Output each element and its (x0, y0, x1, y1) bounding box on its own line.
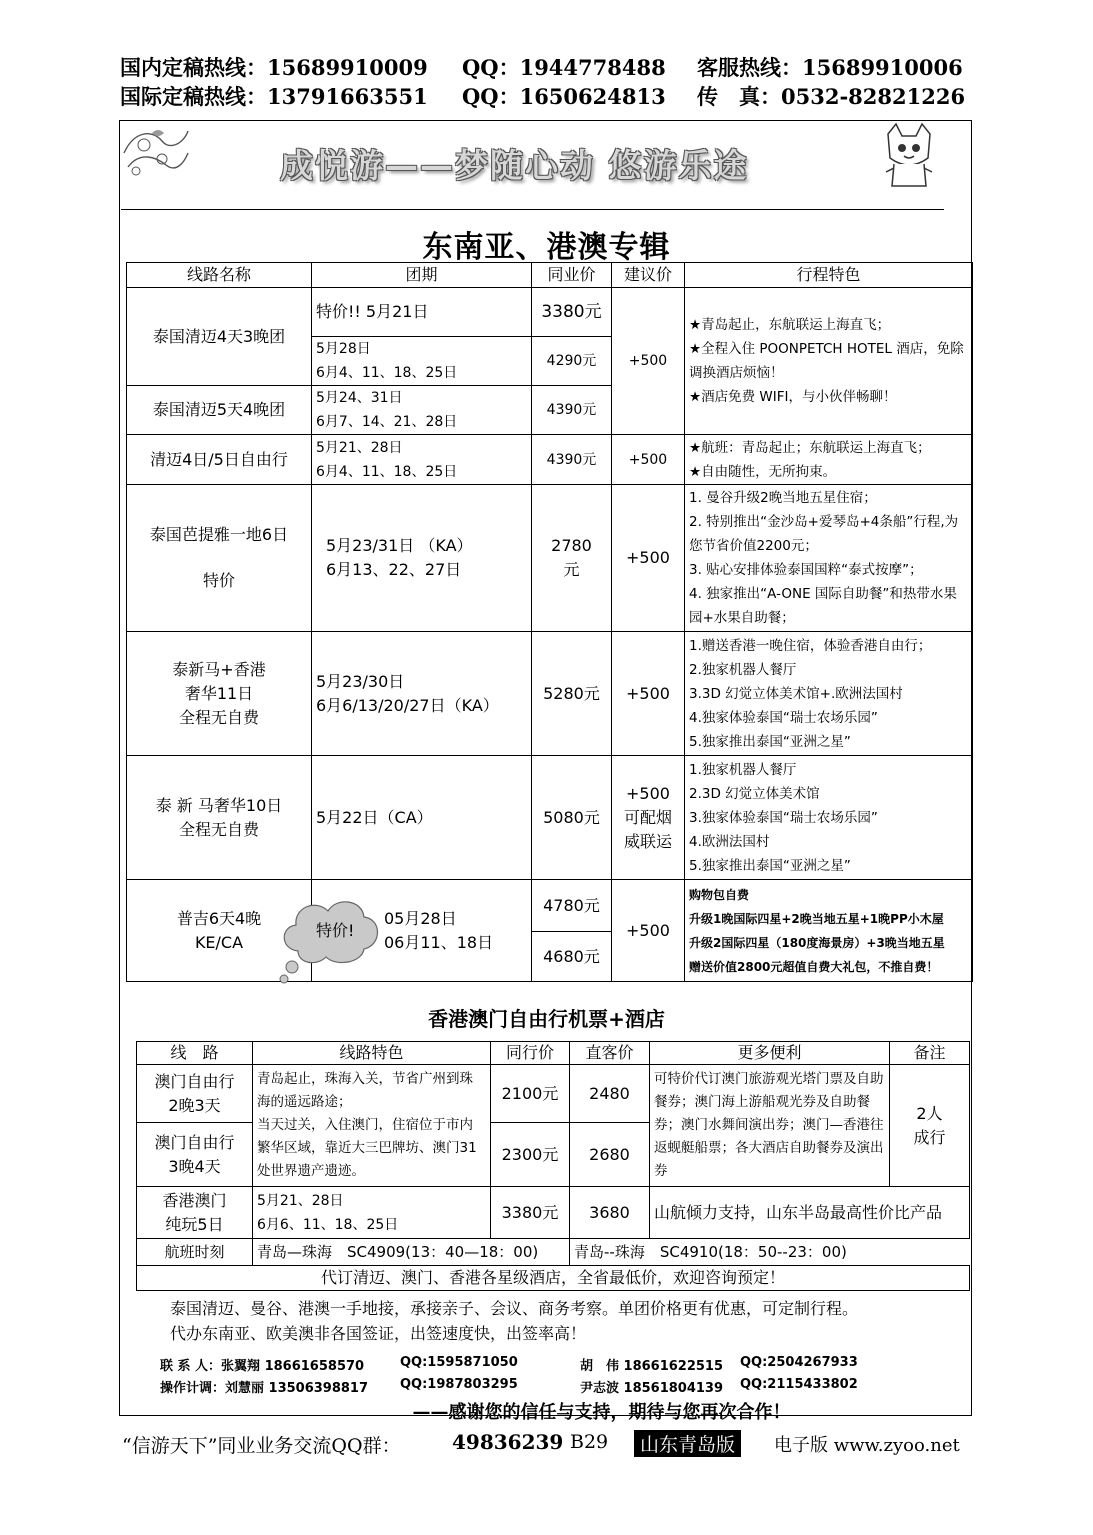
peer-price: 5280元 (532, 632, 612, 756)
dates (312, 485, 532, 632)
feature-line: 升级2国际四星（180度海景房）+3晚当地五星 (689, 935, 945, 950)
price-line: 元 (563, 560, 580, 579)
peer-price: 4290元 (532, 337, 612, 386)
col-route: 线路名称 (127, 263, 312, 288)
flight-label: 航班时刻 (137, 1239, 253, 1266)
peer-price: 3380元 (491, 1187, 570, 1239)
southeast-asia-table (126, 262, 973, 982)
remark-line: 成行 (913, 1127, 946, 1147)
peer-price: 2100元 (491, 1065, 570, 1123)
table-header-row (137, 1042, 970, 1065)
feature-line: 1. 曼谷升级2晚当地五星住宿； (689, 490, 877, 506)
features-list (685, 756, 973, 880)
domestic-hotline: 国内定稿热线：15689910009 (120, 55, 428, 80)
feature-line: 赠送价值2800元超值自费大礼包，不推自费！ (689, 959, 939, 974)
contact-zhang-qq: QQ:1595871050 (400, 1355, 518, 1370)
date-line: 5月23/30日 (316, 671, 405, 691)
suggest-price: +500 (612, 435, 685, 485)
hk-macau-table (136, 1041, 970, 1291)
route-line: 3晚4天 (168, 1156, 221, 1176)
flight-return: 青岛--珠海 SC4910(18：50--23：00) (570, 1239, 970, 1266)
date-line: 6月6/13/20/27日（KA） (316, 695, 499, 715)
col-suggest-price: 建议价 (612, 263, 685, 288)
col-dates: 团期 (312, 263, 532, 288)
features-list (253, 1065, 491, 1187)
route-name (137, 1187, 253, 1239)
contact-hu: 胡 伟 18661622515 (580, 1359, 724, 1374)
dates (312, 435, 532, 485)
direct-price: 2480 (570, 1065, 650, 1123)
col-features: 行程特色 (685, 263, 973, 288)
intl-qq: QQ：1650624813 (462, 84, 666, 109)
feature-line: 3.3D 幻觉立体美术馆+.欧洲法国村 (689, 685, 903, 702)
feature-line: 升级1晚国际四星+2晚当地五星+1晚PP小木屋 (689, 911, 944, 926)
direct-price: 3680 (570, 1187, 650, 1239)
date-line: 05月28日 (384, 908, 457, 928)
service-hotline: 客服热线：15689910006 (697, 55, 963, 80)
intl-hotline: 国际定稿热线：13791663551 (120, 84, 428, 109)
features-list (685, 632, 973, 756)
feature-line: 4.独家体验泰国“瑞士农场乐园” (689, 709, 878, 726)
dates (312, 632, 532, 756)
route-name (127, 632, 312, 756)
suggest-price: +500 (612, 288, 685, 435)
suggest-line: 可配烟 (623, 807, 672, 827)
table-row (127, 880, 973, 932)
service-note-1: 泰国清迈、曼谷、港澳一手地接，承接亲子、会议、商务考察。单团价格更有优惠，可定制行程。 (170, 1299, 859, 1318)
features-list (685, 288, 973, 435)
route-line: 泰国芭提雅一地6日 (149, 525, 289, 544)
feature-line: 1.赠送香港一晚住宿，体验香港自由行； (689, 637, 932, 654)
date-line: 5月23/31日 （KA） (326, 536, 473, 555)
qq-group-label: “信游天下”同业业务交流QQ群： (122, 1435, 401, 1457)
col-peer-price: 同业价 (532, 263, 612, 288)
contact-yin: 尹志波 18561804139 (580, 1381, 724, 1396)
suggest-price (612, 756, 685, 880)
suggest-price: +500 (612, 485, 685, 632)
date-special: 特价!! 5月21日 (312, 288, 532, 337)
contact-hu-qq: QQ:2504267933 (740, 1355, 858, 1370)
feature-line: ★航班：青岛起止；东航联运上海直飞； (689, 439, 931, 456)
route-name (127, 756, 312, 880)
date-line: 6月6、11、18、25日 (257, 1216, 399, 1233)
remark (890, 1065, 970, 1187)
date-line: 6月7、14、21、28日 (316, 414, 458, 430)
features-list (685, 435, 973, 485)
table-row (127, 288, 973, 337)
flight-row (137, 1239, 970, 1266)
domestic-qq: QQ：1944778488 (462, 55, 666, 80)
suggest-line: 威联运 (623, 831, 672, 851)
feature-line: 4. 独家推出“A-ONE 国际自助餐”和热带水果园+水果自助餐； (689, 586, 957, 626)
peer-price: 4780元 (532, 880, 612, 932)
route-line: 澳门自由行 (154, 1071, 235, 1091)
qq-group-number: 49836239 (452, 1430, 564, 1454)
special-tag: 特价! (316, 920, 355, 940)
extras: 山航倾力支持，山东半岛最高性价比产品 (650, 1187, 970, 1239)
feature-line: 3.独家体验泰国“瑞士农场乐园” (689, 809, 878, 826)
route-name (137, 1065, 253, 1123)
feature-line: 2.3D 幻觉立体美术馆 (689, 785, 820, 802)
route-name: 泰国清迈5天4晚团 (127, 386, 312, 435)
peer-price (532, 485, 612, 632)
route-line: 澳门自由行 (154, 1132, 235, 1152)
feature-line: 2.独家机器人餐厅 (689, 661, 797, 678)
table-row (127, 435, 973, 485)
route-line: KE/CA (194, 932, 244, 952)
dates (253, 1187, 491, 1239)
feature-line: ★酒店免费 WIFI，与小伙伴畅聊！ (689, 389, 897, 405)
table-row (137, 1065, 970, 1123)
feature-line: ★青岛起止，东航联运上海直飞； (689, 317, 891, 333)
contact-yin-qq: QQ:2115433802 (740, 1377, 858, 1392)
section-title-hk-macau: 香港澳门自由行机票+酒店 (428, 1007, 665, 1031)
date-line: 6月4、11、18、25日 (316, 365, 458, 381)
table-row (127, 485, 973, 632)
date-line: 6月13、22、27日 (326, 560, 462, 579)
date-line: 5月21、28日 (316, 439, 403, 456)
edition-badge: 山东青岛版 (634, 1430, 741, 1457)
thanks-line: ——感谢您的信任与支持，期待与您再次合作！ (412, 1402, 791, 1423)
route-line: 奢华11日 (184, 683, 254, 703)
banner-slogan: 成悦游——梦随心动 悠游乐途 (280, 146, 749, 185)
feature-line: 5.独家推出泰国“亚洲之星” (689, 857, 851, 874)
peer-price: 3380元 (532, 288, 612, 337)
date-line: 5月28日 (316, 341, 371, 357)
route-name: 清迈4日/5日自由行 (127, 435, 312, 485)
contact-liu-qq: QQ:1987803295 (400, 1377, 518, 1392)
feature-line: 当天过关，入住澳门，住宿位于市内繁华区域，靠近大三巴牌坊、澳门31处世界遗产遗迹。 (257, 1117, 477, 1179)
col-remark: 备注 (890, 1042, 970, 1065)
route-line: 纯玩5日 (165, 1214, 224, 1234)
route-line: 全程无自费 (178, 819, 259, 839)
flight-outbound: 青岛—珠海 SC4909(13：40—18：00) (253, 1239, 570, 1266)
date-line: 6月4、11、18、25日 (316, 463, 458, 480)
col-features: 线路特色 (253, 1042, 491, 1065)
banner-divider (121, 209, 944, 210)
date-line: 5月24、31日 (316, 390, 403, 406)
extras: 可特价代订澳门旅游观光塔门票及自助餐券；澳门海上游船观光券及自助餐券；澳门水舞间演出券；澳门—香港往返蚬艇船票；各大酒店自助餐券及演出券 (650, 1065, 890, 1187)
remark-line: 2人 (916, 1103, 943, 1123)
feature-line: 2. 特别推出“金沙岛+爱琴岛+4条船”行程,为您节省价值2200元； (689, 514, 959, 554)
feature-line: 3. 贴心安排体验泰国国粹“泰式按摩”； (689, 562, 923, 578)
feature-line: ★全程入住 POONPETCH HOTEL 酒店，免除调换酒店烦恼！ (689, 341, 964, 381)
peer-price: 5080元 (532, 756, 612, 880)
hotel-note: 代订清迈、澳门、香港各星级酒店，全省最低价，欢迎咨询预定！ (137, 1266, 970, 1291)
feature-line: 购物包自费 (689, 887, 750, 902)
feature-line: 5.独家推出泰国“亚洲之星” (689, 733, 851, 750)
col-route: 线 路 (137, 1042, 253, 1065)
col-peer-price: 同行价 (491, 1042, 570, 1065)
route-name: 泰国清迈4天3晚团 (127, 288, 312, 386)
contact-liu: 操作计调：刘慧丽 13506398817 (160, 1381, 369, 1396)
feature-line: ★自由随性，无所拘束。 (689, 463, 837, 480)
route-line: 特价 (202, 571, 235, 590)
table-row (137, 1187, 970, 1239)
contact-zhang: 联 系 人：张翼翔 18661658570 (160, 1359, 365, 1374)
route-line: 普吉6天4晚 (176, 908, 262, 928)
feature-line: 1.独家机器人餐厅 (689, 761, 797, 778)
dates (312, 386, 532, 435)
date-line: 06月11、18日 (384, 932, 494, 952)
route-name (127, 485, 312, 632)
table-header-row (127, 263, 973, 288)
features-list (685, 485, 973, 632)
dates: 5月22日（CA） (312, 756, 532, 880)
feature-line: 青岛起止，珠海入关，节省广州到珠海的遥远路途； (257, 1071, 473, 1110)
feature-line: 4.欧洲法国村 (689, 833, 770, 850)
mascot-cat-icon (878, 122, 940, 192)
website-link[interactable]: 电子版 www.zyoo.net (774, 1435, 960, 1456)
route-line: 泰 新 马奢华10日 (155, 795, 283, 815)
service-note-2: 代办东南亚、欧美澳非各国签证，出签速度快，出签率高！ (170, 1324, 587, 1343)
route-line: 全程无自费 (178, 707, 259, 727)
date-line: 5月21、28日 (257, 1192, 344, 1209)
section-title-southeast-asia: 东南亚、港澳专辑 (422, 230, 671, 265)
col-extras: 更多便利 (650, 1042, 890, 1065)
table-row (127, 756, 973, 880)
features-list (685, 880, 973, 982)
peer-price: 2300元 (491, 1123, 570, 1187)
col-direct-price: 直客价 (570, 1042, 650, 1065)
suggest-price: +500 (612, 880, 685, 982)
route-name (137, 1123, 253, 1187)
suggest-line: +500 (626, 783, 670, 803)
route-line: 香港澳门 (162, 1190, 227, 1210)
hotel-note-row (137, 1266, 970, 1291)
suggest-price: +500 (612, 632, 685, 756)
direct-price: 2680 (570, 1123, 650, 1187)
table-row (127, 632, 973, 756)
price-line: 2780 (551, 536, 592, 555)
fax: 传 真：0532-82821226 (697, 84, 966, 109)
route-line: 2晚3天 (168, 1095, 221, 1115)
peer-price: 4390元 (532, 386, 612, 435)
peer-price: 4390元 (532, 435, 612, 485)
route-line: 泰新马+香港 (172, 659, 266, 679)
peer-price: 4680元 (532, 932, 612, 982)
floral-ornament-icon (122, 123, 192, 183)
page-number: B29 (570, 1431, 609, 1453)
dates (312, 337, 532, 386)
